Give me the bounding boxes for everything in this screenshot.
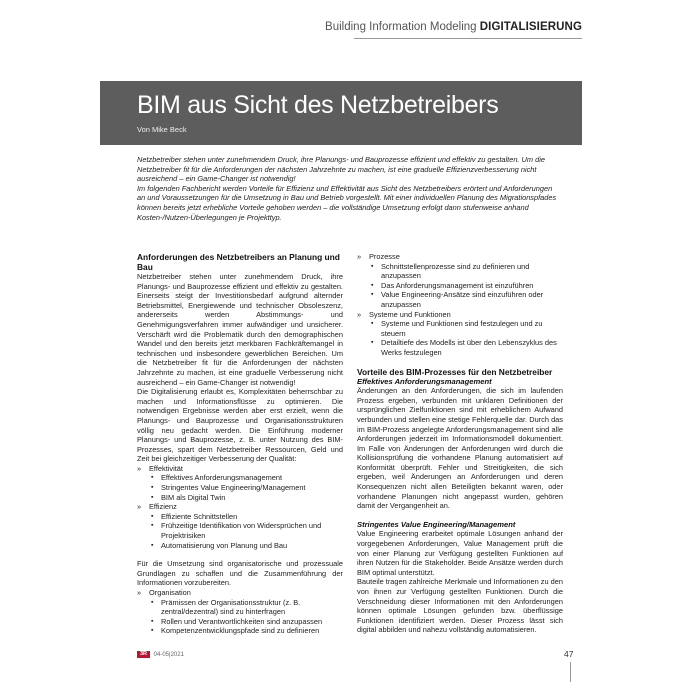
list-item-label: Effektivität (149, 463, 183, 473)
list-item: ▪ Effiziente Schnittstellen (149, 512, 343, 522)
left-heading: Anforderungen des Netzbetreibers an Planung und Bau (137, 252, 340, 272)
list-item-label: Systeme und Funktionen (369, 309, 451, 319)
right-column (357, 252, 563, 635)
page-number: 47 (564, 649, 574, 659)
spacer (357, 358, 563, 367)
list-item: ▪ Frühzeitige Identifikation von Widersprüchen und Projektrisiken (149, 521, 343, 540)
issue-number: 04-05|2021 (153, 652, 184, 659)
spacer (357, 511, 563, 520)
list-item (137, 464, 343, 502)
spacer (137, 550, 343, 559)
list-item: ▪ Detailtiefe des Modells ist über den Lebenszyklus des Werks festzulegen (369, 338, 563, 357)
title-banner (100, 81, 582, 145)
process-list (357, 252, 563, 358)
list-item: ▪ Value Engineering-Ansätze sind einzuführen oder anzupassen (369, 290, 563, 309)
list-item: ▪ Rollen und Verantwortlichkeiten sind anzupassen (149, 617, 343, 627)
list-item: ▪ Effektives Anforderungsmanagement (149, 473, 343, 483)
header-section: Building Information Modeling (325, 21, 477, 33)
list-item: ▪ Automatisierung von Planung und Bau (149, 541, 343, 551)
lead-line-2: Im folgenden Fachbericht werden Vorteile für Effizienz und Effektivität aus Sicht des Netzbetreibers erörtert und Anforderungen an und Voraussetzungen für die Umsetzung in Bau und Betrieb vorgestellt. Mit einer individuellen Planung des Migrationspfades können bereits jetzt erhebliche Vorteile gehoben werden – die vollständige Umsetzung erfolgt dann stufenweise anhand Kosten-/Nutzen-Überlegungen je Projekttyp. (137, 183, 557, 222)
list-item (137, 588, 343, 636)
list-item: ▪ Schnittstellenprozesse sind zu definieren und anzupassen (369, 262, 563, 281)
list-item (357, 252, 563, 310)
subheading-1: Effektives Anforderungsmanagement (357, 376, 492, 386)
requirements-list (137, 588, 343, 636)
running-header (325, 21, 582, 33)
footer-rule (570, 662, 571, 682)
right-para-3: Bauteile tragen zahlreiche Merkmale und Informationen zu den von ihnen zur Verfügung gestellten Funktionen. Durch die Verschneidung dieser Informationen mit den Anforderungen können optimale Lösungen gefunden bzw. überflüssige Funktionen identifiziert werden. Dieser Prozess lässt sich digital abbilden und nahezu vollständig automatisieren. (357, 577, 563, 635)
publisher-logo: 3R (137, 651, 150, 658)
left-para-3: Für die Umsetzung sind organisatorische und prozessuale Grundlagen zu schaffen und die Zusammenführung der Informationen vorzubereiten. (137, 559, 343, 588)
left-column (137, 252, 343, 636)
list-item: ▪ Kompetenzentwicklungspfade sind zu definieren (149, 626, 343, 636)
right-para-2: Value Engineering erarbeitet optimale Lösungen anhand der vorgegebenen Anforderungen, Value Management prüft die von einer Planung zur Verfügung gestellten Funktionen auf ihren Nutzen für die Stakeholder. Beide Ansätze werden durch BIM optimal unterstützt. (357, 529, 563, 577)
list-item (137, 502, 343, 550)
benefit-list (137, 464, 343, 550)
left-para-2: Die Digitalisierung erlaubt es, Komplexitäten beherrschbar zu machen und Informationsflüsse zu optimieren. Die notwendigen Ergebnisse werden aber erst erzielt, wenn die Planungs- und Bauprozesse und Organisationsstrukturen völlig neu gedacht werden. Die Einführung moderner Planungs- und Bauprozesse, z. B. unter Nutzung des BIM-Prozesses, spart dem Netzbetreiber Ressourcen, Geld und Zeit bei gleichzeitiger Verbesserung der Qualität: (137, 387, 343, 464)
header-rule (354, 38, 582, 39)
article-title: BIM aus Sicht des Netzbetreibers (137, 91, 499, 119)
lead-paragraph (137, 155, 562, 222)
left-para-1: Netzbetreiber stehen unter zunehmendem Druck, ihre Planungs- und Bauprozesse effizient und effektiv zu gestalten. Einerseits steigt der Investitionsbedarf aufgrund alternder Betriebsmittel, Energiewende und technischer Obsoleszenz, andererseits werden Abstimmungs- und Genehmigungsverfahren immer aufwändiger und unsicherer. Verschärft wird die Problematik durch den demographischen Wandel und den bereits jetzt merkbaren Fachkräftemangel in technischen und insbesondere gewerblichen Bereichen. Um die Netzbetreiber fit für die Anforderungen der nächsten Jahrzehnte zu machen, ist eine graduelle Verbesserung nicht ausreichend – ein Game-Changer ist notwendig! (137, 272, 343, 387)
list-item: ▪ Prämissen der Organisationsstruktur (z. B. zentral/dezentral) sind zu hinterfragen (149, 598, 343, 617)
list-item: ▪ Stringentes Value Engineering/Management (149, 483, 343, 493)
subheading-2: Stringentes Value Engineering/Management (357, 519, 516, 529)
right-para-1: Änderungen an den Anforderungen, die sich im laufenden Prozess ergeben, verbunden mit unklaren Definitionen der ursprünglichen Zielfunktionen sind mit erheblichem Aufwand verbunden und stellen eine stetige Fehlerquelle dar. Durch das im BIM-Prozess angelegte Anforderungsmanagement sind alle Anforderungen jederzeit im Informationsmodell dokumentiert. Im Falle von Änderungen der Anforderungen wird durch die Kollisionsprüfung die vorhandene Planung automatisiert auf Konformität überprüft. Fehler und Streitigkeiten, die sich ergeben, weil Änderungen an Anforderungen und deren Konsequenzen nicht allen Beteiligten bekannt waren, oder vorhandene Planungen nicht angepasst wurden, gehören damit der Vergangenheit an. (357, 386, 563, 511)
list-item-label: Organisation (149, 588, 191, 597)
list-item: ▪ Systeme und Funktionen sind festzulegen und zu steuern (369, 319, 563, 338)
header-category: DIGITALISIERUNG (479, 21, 582, 33)
list-item: ▪ Das Anforderungsmanagement ist einzuführen (369, 281, 563, 291)
list-item (357, 310, 563, 358)
list-item-label: Effizienz (149, 502, 177, 512)
footer (137, 651, 184, 658)
article-author: Von Mike Beck (137, 125, 187, 134)
right-heading: Vorteile des BIM-Prozesses für den Netzbetreiber (357, 366, 553, 377)
list-item: ▪ BIM als Digital Twin (149, 493, 343, 503)
lead-line-1: Netzbetreiber stehen unter zunehmendem Druck, ihre Planungs- und Bauprozesse effizient und effektiv zu gestalten. Um die Netzbetreiber fit für die Anforderungen der nächsten Jahrzehnte zu machen, ist eine graduelle Effizienzverbesserung nicht ausreichend – ein Game-Changer ist notwendig! (137, 155, 545, 184)
list-item-label: Prozesse (369, 252, 400, 261)
